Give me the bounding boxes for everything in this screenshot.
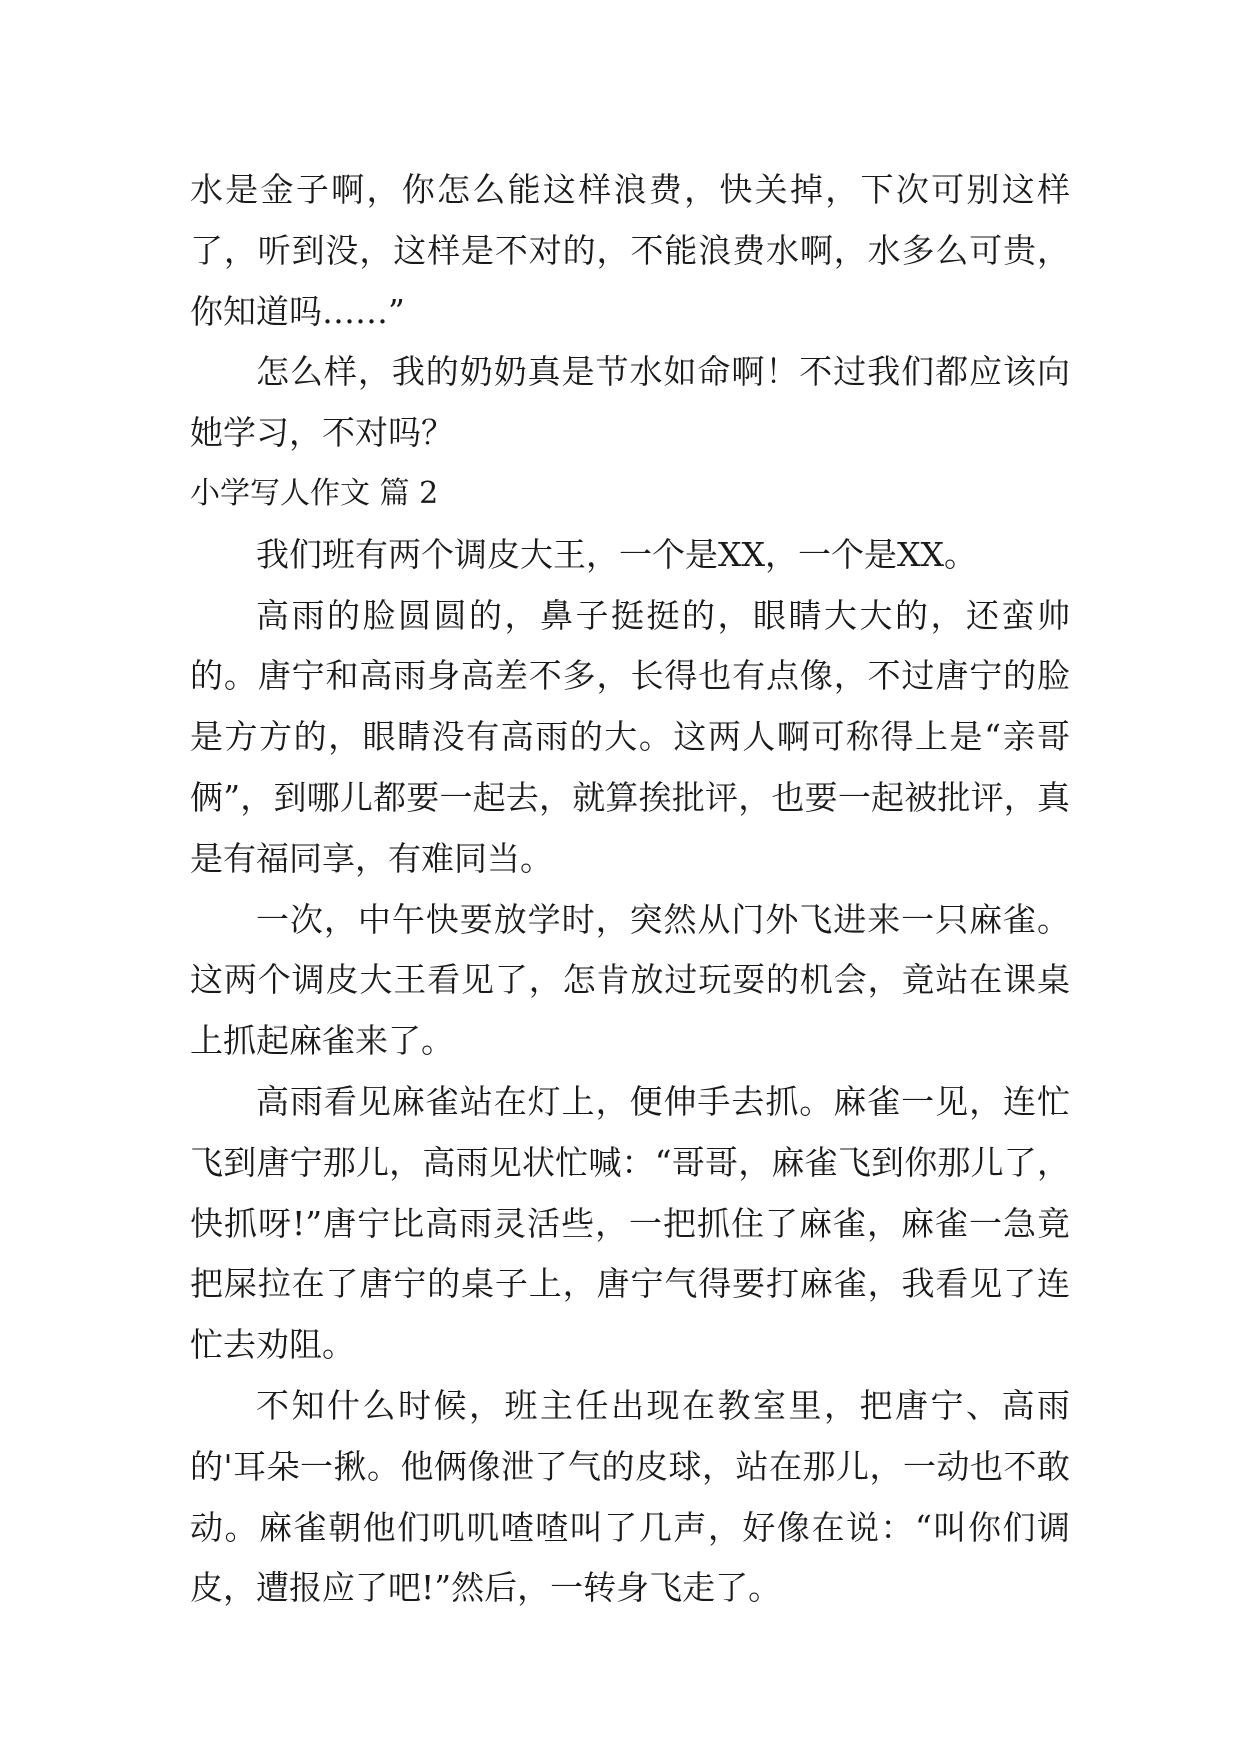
paragraph-intro: 我们班有两个调皮大王，一个是XX，一个是XX。: [256, 534, 977, 574]
paragraph-teacher-appears: 不知什么时候，班主任出现在教室里，把唐宁、高雨的'耳朵一揪。他俩像泄了气的皮球，站在那儿，一动也不敢动。麻雀朝他们叽叽喳喳叫了几声，好像在说：“叫你们调皮，遭报应了吧!”然后，一转身飞走了。: [190, 1385, 1070, 1608]
paragraph-grandma-conclusion: 怎么样，我的奶奶真是节水如命啊！不过我们都应该向她学习，不对吗？: [190, 352, 1070, 453]
document-page: [190, 160, 1070, 1619]
paragraph-sparrow-enters: 一次，中午快要放学时，突然从门外飞进来一只麻雀。这两个调皮大王看见了，怎肯放过玩耍的机会，竟站在课桌上抓起麻雀来了。: [190, 899, 1070, 1061]
paragraph-continuation: 水是金子啊，你怎么能这样浪费，快关掉，下次可别这样了，听到没，这样是不对的，不能浪费水啊，水多么可贵，你知道吗……”: [190, 170, 1070, 331]
paragraph-catching-sparrow: 高雨看见麻雀站在灯上，便伸手去抓。麻雀一见，连忙飞到唐宁那儿，高雨见状忙喊：“哥哥，麻雀飞到你那儿了，快抓呀!”唐宁比高雨灵活些，一把抓住了麻雀，麻雀一急竟把屎拉在了唐宁的桌子上，唐宁气得要打麻雀，我看见了连忙去劝阻。: [190, 1081, 1070, 1365]
paragraph-description: 高雨的脸圆圆的，鼻子挺挺的，眼睛大大的，还蛮帅的。唐宁和高雨身高差不多，长得也有点像，不过唐宁的脸是方方的，眼睛没有高雨的大。这两人啊可称得上是“亲哥俩”，到哪儿都要一起去，就算挨批评，也要一起被批评，真是有福同享，有难同当。: [190, 595, 1070, 878]
section-heading: 小学写人作文 篇 2: [190, 475, 439, 511]
